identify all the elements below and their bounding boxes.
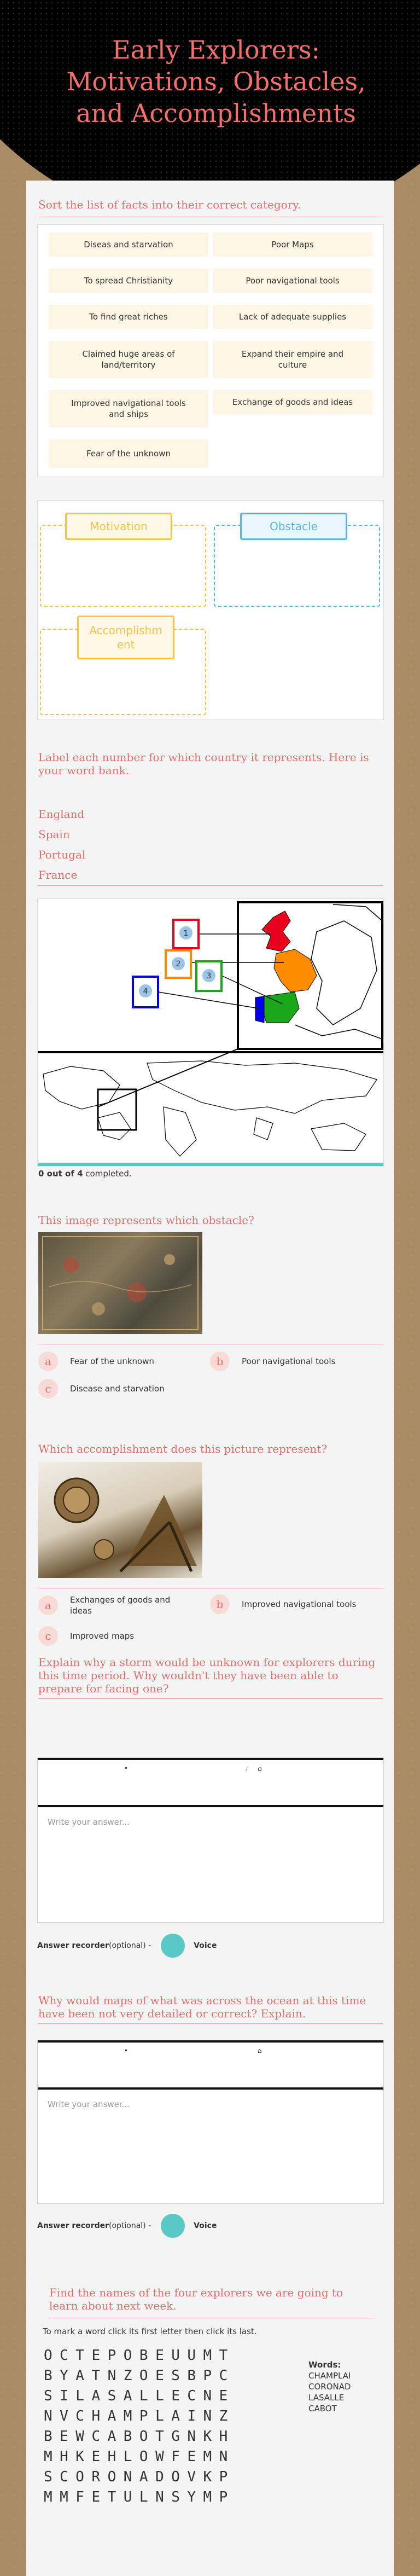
option-text: Poor navigational tools [242,1356,336,1366]
fact-chip[interactable]: Exchange of goods and ideas [213,390,372,414]
label-map [37,898,384,1167]
editor-toolbar [38,1758,383,1807]
fact-chip[interactable]: Expand their empire and culture [213,341,372,378]
option-b[interactable] [210,1351,335,1371]
map-progress [38,1169,132,1179]
toolbar-bold-icon[interactable]: • [124,2047,129,2055]
grid-row[interactable]: NVCHAMPLAINZ [44,2408,235,2424]
worksheet [26,181,394,2576]
marker-number[interactable]: 4 [143,987,148,996]
recorder-label: Answer recorder [37,2221,109,2230]
title-line-3: and Accomplishments [76,98,356,128]
divider [38,885,383,886]
storm-answer-editor[interactable] [37,1757,384,1923]
chip-bank [37,224,384,477]
maps-answer-placeholder: Write your answer... [48,2099,130,2109]
obstacle-heading: This image represents which obstacle? [38,1214,254,1227]
option-text: Improved maps [70,1631,135,1641]
progress-count: 0 out of 4 [38,1169,83,1179]
title-line-2: Motivations, Obstacles, [66,67,366,96]
storm-answer-recorder [37,1934,217,1958]
grid-row[interactable]: OCTEPOBEUUMT [44,2347,235,2364]
toolbar-divider-icon: / [246,1766,248,1773]
fact-chip[interactable]: Lack of adequate supplies [213,305,372,329]
fact-chip[interactable]: Poor Maps [213,233,372,257]
sort-heading: Sort the list of facts into their correct category. [38,198,301,211]
toolbar-link-icon[interactable]: ⌂ [258,1765,262,1772]
storm-answer-placeholder: Write your answer... [48,1817,130,1827]
fact-chip[interactable]: Poor navigational tools [213,269,372,293]
option-letter: c [38,1379,58,1399]
word-list-item: LASALLE [308,2393,345,2403]
option-text: Fear of the unknown [70,1356,154,1366]
fact-chip[interactable]: To find great riches [49,305,208,329]
map-illustration [38,1232,202,1334]
word-list [308,2359,351,2414]
grid-row[interactable]: SILASALLECNE [44,2388,235,2404]
option-c[interactable] [38,1379,165,1399]
europe-map [38,899,383,1166]
navigation-tools-image [38,1462,202,1578]
sea-monster-map-image [38,1232,202,1334]
title-line-1: Early Explorers: [112,35,320,65]
storm-heading: Explain why a storm would be unknown for explorers during this time period. Why wouldn't they have been able to prepare for facing one? [38,1656,376,1695]
grid-row[interactable]: BEWCABOTGNKH [44,2428,235,2445]
fact-chip[interactable]: Claimed huge areas of land/territory [49,341,208,378]
voice-record-button[interactable] [161,2214,185,2238]
fact-chip[interactable]: Diseas and starvation [49,233,208,257]
editor-toolbar [38,2040,383,2090]
option-a[interactable] [38,1594,202,1616]
divider [38,1698,383,1699]
category-area [37,500,384,720]
option-a[interactable] [38,1351,154,1371]
word-bank-item: England [38,808,85,821]
voice-record-button[interactable] [161,1934,185,1958]
wordsearch-heading: Find the names of the four explorers we are going to learn about next week. [49,2286,343,2312]
voice-label: Voice [194,1941,217,1950]
maps-answer-recorder [37,2214,217,2238]
recorder-label: Answer recorder [37,1941,109,1950]
grid-row[interactable]: MHKEHLOWFEMN [44,2449,235,2465]
marker-number[interactable]: 3 [206,972,212,980]
grid-row[interactable]: MMFETULNSYMP [44,2489,235,2505]
progress-text: completed. [83,1169,132,1179]
fact-chip[interactable]: Improved navigational tools and ships [49,390,208,427]
word-bank-item: Spain [38,828,70,841]
toolbar-bold-icon[interactable]: • [124,1765,129,1772]
option-text: Exchanges of goods and ideas [70,1595,171,1616]
marker-number[interactable]: 1 [183,929,189,938]
toolbar-link-icon[interactable]: ⌂ [258,2047,262,2055]
page-title [33,34,399,129]
option-b[interactable] [210,1594,357,1614]
marker-number[interactable]: 2 [176,960,181,968]
label-heading: Label each number for which country it represents. Here is your word bank. [38,751,369,777]
option-letter: b [210,1594,230,1614]
word-list-item: CORONAD [308,2382,351,2392]
voice-label: Voice [194,2221,217,2230]
tools-illustration [38,1462,202,1578]
grid-row[interactable]: SCORONADOVKP [44,2469,235,2485]
option-letter: c [38,1626,58,1646]
option-letter: a [38,1596,58,1615]
option-text: Disease and starvation [70,1384,165,1394]
fact-chip[interactable]: Fear of the unknown [49,439,208,468]
option-letter: b [210,1351,230,1371]
option-c[interactable] [38,1626,134,1646]
maps-heading: Why would maps of what was across the ocean at this time have been not very detailed or correct? Explain. [38,1994,366,2020]
divider [38,2023,383,2024]
word-list-label: Words: [308,2360,341,2370]
portugal-shape [255,996,264,1023]
obstacle-label: Obstacle [240,513,347,540]
motivation-label: Motivation [65,513,172,540]
word-list-item: CHAMPLAI [308,2371,351,2381]
option-text: Improved navigational tools [242,1599,357,1609]
accomplishment-heading: Which accomplishment does this picture represent? [38,1442,328,1455]
fact-chip[interactable]: To spread Christianity [49,269,208,293]
word-bank-item: Portugal [38,848,86,861]
option-letter: a [38,1351,58,1371]
word-list-item: CABOT [308,2404,337,2413]
word-bank-item: France [38,868,78,881]
recorder-optional: (optional) - [108,1941,151,1950]
maps-answer-editor[interactable] [37,2040,384,2204]
grid-row[interactable]: BYATNZOESBPC [44,2368,235,2384]
accomplishment-label: Accomplishm ent [77,616,174,659]
wordsearch-instruction: To mark a word click its first letter then click its last. [43,2326,257,2336]
word-bank [38,804,85,885]
recorder-optional: (optional) - [108,2221,151,2230]
